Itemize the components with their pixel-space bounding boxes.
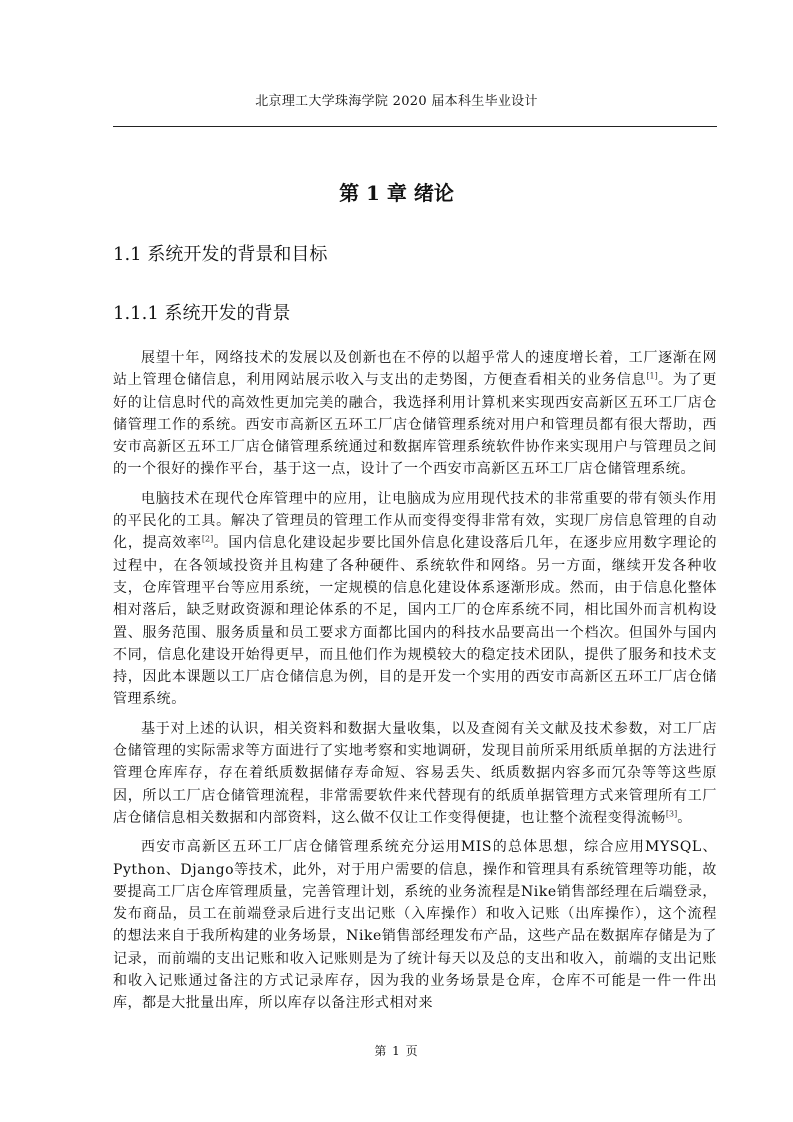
paragraph-text: 。为了更好的让信息时代的高效性更加完美的融合，我选择利用计算机来实现西安高新区五环工厂店仓储管理工作的系统。西安市高新区五环工厂店仓储管理系统对用户和管理员都有很大帮助，西安市高新区五环工厂店仓储管理系统通过和数据库管理系统软件协作来实现用户与管理员之间的一个很好的操作平台，基于这一点，设计了一个西安市高新区五环工厂店仓储管理系统。	[113, 372, 717, 478]
paragraph-text: 电脑技术在现代仓库管理中的应用，让电脑成为应用现代技术的非常重要的带有领头作用的平民化的工具。解决了管理员的管理工作从而变得变得非常有效，实现厂房信息管理的自动化，提高效率	[113, 490, 717, 552]
citation-marker: [2]	[201, 534, 214, 544]
page-number: 第 1 页	[374, 1044, 419, 1058]
paragraph	[113, 836, 717, 1014]
paragraph-text: 展望十年，网络技术的发展以及创新也在不停的以超乎常人的速度增长着，工厂逐渐在网站上管理仓储信息，利用网站展示收入与支出的走势图，方便查看相关的业务信息	[113, 350, 717, 389]
subsection-heading: 1.1.1 系统开发的背景	[113, 303, 291, 324]
header-divider	[113, 126, 717, 127]
section-heading: 1.1 系统开发的背景和目标	[113, 244, 328, 265]
body-text	[113, 347, 717, 1022]
citation-marker: [3]	[665, 809, 678, 819]
paragraph	[113, 347, 717, 481]
paragraph-text: 西安市高新区五环工厂店仓储管理系统充分运用MIS的总体思想，综合应用MYSQL、Python、Django等技术，此外，对于用户需要的信息，操作和管理具有系统管理等功能，故要提高工厂店仓库管理质量，完善管理计划，系统的业务流程是Nike销售部经理在后端登录，发布商品，员工在前端登录后进行支出记账（入库操作）和收入记账（出库操作），这个流程的想法来自于我所构建的业务场景，Nike销售部经理发布产品，这些产品在数据库存储是为了记录，而前端的支出记账和收入记账则是为了统计每天以及总的支出和收入，前端的支出记账和收入记账通过备注的方式记录库存，因为我的业务场景是仓库，仓库不可能是一件一件出库，都是大批量出库，所以库存以备注形式相对来	[113, 839, 717, 1012]
paragraph-text: 基于对上述的认识，相关资料和数据大量收集，以及查阅有关文献及技术参数，对工厂店仓储管理的实际需求等方面进行了实地考察和实地调研，发现目前所采用纸质单据的方法进行管理仓库库存，存在着纸质数据储存寿命短、容易丢失、纸质数据内容多而冗杂等等这些原因，所以工厂店仓储管理流程，非常需要软件来代替现有的纸质单据管理方式来管理所有工厂店仓储信息相关数据和内部资料，这么做不仅让工作变得便捷，也让整个流程变得流畅	[113, 720, 717, 826]
paragraph-text: 。国内信息化建设起步要比国外信息化建设落后几年，在逐步应用数字理论的过程中，在各领域投资并且构建了各种硬件、系统软件和网络。另一方面，继续开发各种收支，仓库管理平台等应用系统，一定规模的信息化建设体系逐渐形成。然而，由于信息化整体相对落后，缺乏财政资源和理论体系的不足，国内工厂的仓库系统不同，相比国外而言机构设置、服务范围、服务质量和员工要求方面都比国内的科技水品要高出一个档次。但国外与国内不同，信息化建设开始得更早，而且他们作为规模较大的稳定技术团队，提供了服务和技术支持，因此本课题以工厂店仓储信息为例，目的是开发一个实用的西安市高新区五环工厂店仓储管理系统。	[113, 535, 717, 708]
paragraph-text: 。	[677, 809, 692, 826]
page-header: 北京理工大学珠海学院 2020 届本科生毕业设计	[255, 94, 538, 109]
paragraph	[113, 488, 717, 711]
chapter-title: 第 1 章 绪论	[339, 181, 454, 205]
paragraph	[113, 718, 717, 829]
citation-marker: [1]	[646, 371, 658, 381]
